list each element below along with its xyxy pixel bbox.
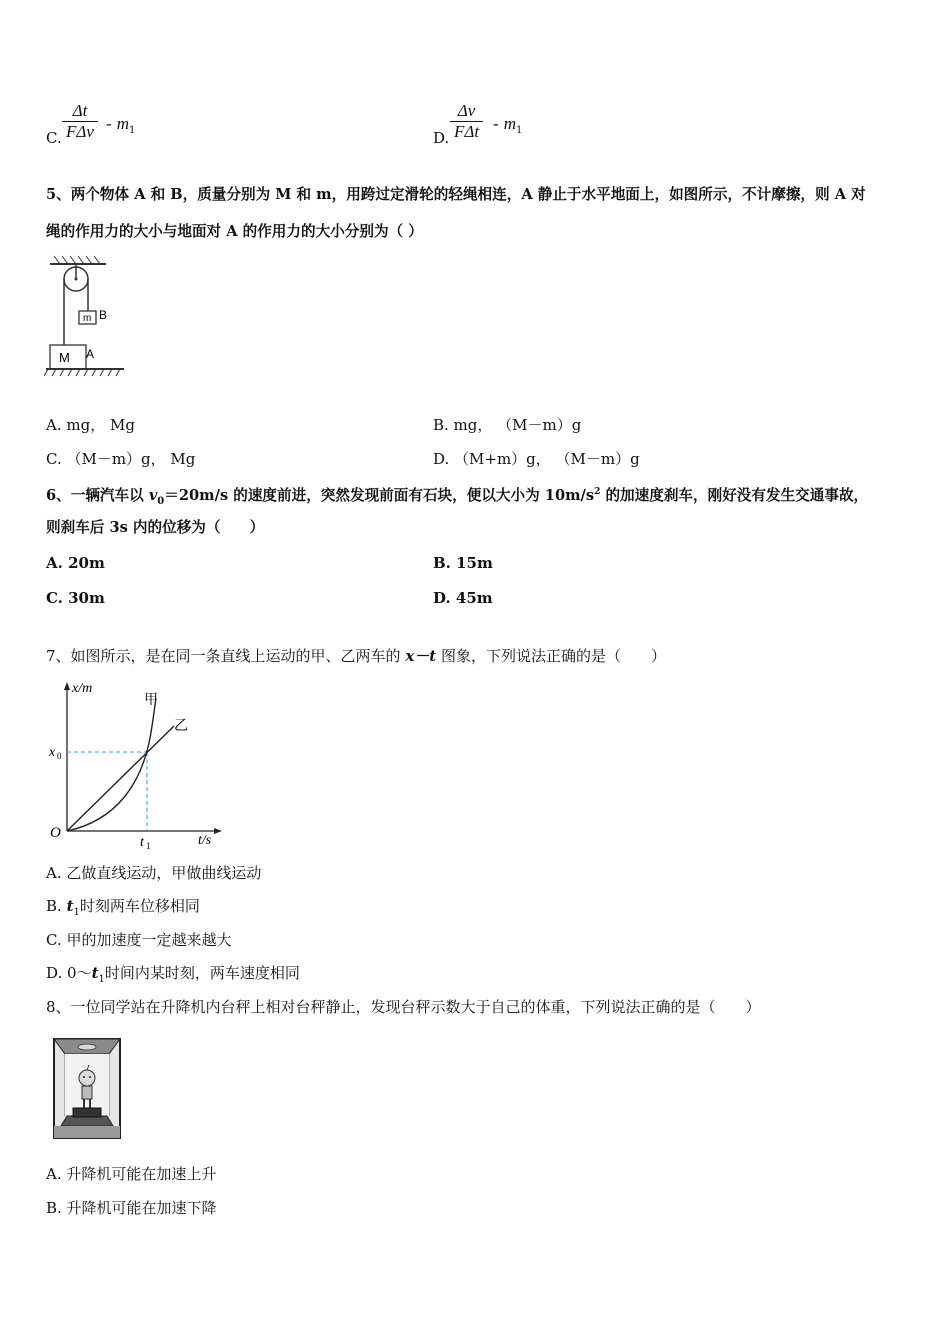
q6-v0-symbol: v [148,486,158,504]
q7-option-a: A. 乙做直线运动，甲做曲线运动 [46,864,262,882]
q7-x-axis-label: t/s [198,833,212,848]
q4-option-c-fraction [62,101,98,142]
q7-option-d-sub: 1 [98,974,105,985]
q7-option-b-var: t [66,897,74,915]
q4-d-denominator: FΔt [450,121,483,142]
q4-option-d-label: D. [433,129,450,147]
q7-label-jia: 甲 [144,692,158,708]
q6-stem-part1: 6、一辆汽车以 [46,486,149,504]
q8-option-b: B. 升降机可能在加速下降 [46,1199,217,1217]
q5-option-c: C. （M－m）g， Mg [46,450,196,468]
q5-pulley-figure [44,254,128,380]
q5-fig-label-m: m [83,313,92,324]
q7-option-b-prefix: B. [46,897,67,915]
q7-stem-part1: 7、如图所示，是在同一条直线上运动的甲、乙两车的 [46,647,406,665]
q8-elevator-picture [53,1038,121,1139]
q7-option-d-prefix: D. 0～ [46,964,92,982]
q4-c-numerator: Δt [72,101,88,120]
q6-option-c: C. 30m [46,589,105,607]
q4-option-d-rest [493,114,522,136]
q7-x0-sub: 0 [57,751,62,761]
q5-fig-label-b: B [99,308,108,322]
q4-option-c-label: C. [46,129,62,147]
q7-stem [46,646,666,666]
q4-c-mass-sub: 1 [129,125,136,137]
q5-fig-label-a: A [86,347,95,361]
q6-unit-sup: 2 [594,487,601,497]
q5-option-b: B. mg， （M－m）g [433,416,582,434]
q6-stem-part3: 的加速度刹车，刚好没有发生交通事故， [600,486,869,504]
q6-option-a: A. 20m [46,554,105,572]
q7-stem-part2: 图象，下列说法正确的是（ ） [436,647,666,665]
q8-stem: 8、一位同学站在升降机内台秤上相对台秤静止，发现台秤示数大于自己的体重，下列说法正确的是（ ） [46,998,761,1016]
q7-option-b-text: 时刻两车位移相同 [79,897,200,915]
q5-stem-line1: 5、两个物体 A 和 B，质量分别为 M 和 m，用跨过定滑轮的轻绳相连，A 静止于水平地面上，如图所示，不计摩擦，则 A 对 [46,186,866,203]
q4-d-numerator: Δv [457,101,476,120]
q7-t1-label: t [140,835,144,850]
q4-d-mass-sub: 1 [516,125,523,137]
q4-c-denominator: FΔv [62,121,98,142]
q6-stem-line1 [46,482,868,512]
q4-d-minus: - [493,114,499,133]
q7-xt-graph [44,676,230,852]
q7-y-axis-label: x/m [72,681,93,696]
q4-option-d-fraction [450,101,483,142]
q6-option-b: B. 15m [433,554,493,572]
q6-stem-line2: 则刹车后 3s 内的位移为（ ） [46,519,265,536]
q5-fig-label-M: M [59,350,70,365]
q7-line-yi [67,726,174,831]
q7-x0-label: x [49,745,56,760]
q4-c-mass: m [116,114,130,133]
q5-option-a: A. mg， Mg [46,416,135,434]
q4-option-c-rest [106,114,135,136]
q7-origin-label: O [50,825,61,841]
q5-stem-line2: 绳的作用力的大小与地面对 A 的作用力的大小分别为（ ） [46,223,423,240]
q7-option-d [46,963,300,990]
q7-curve-jia [67,698,156,831]
q7-option-d-text: 时间内某时刻，两车速度相同 [104,964,300,982]
q7-label-yi: 乙 [174,718,188,734]
q7-t1-sub: 1 [146,841,151,851]
q6-stem-part2: ＝20m/s 的速度前进，突然发现前面有石块，便以大小为 10m/s [164,486,595,504]
q6-option-d: D. 45m [433,589,493,607]
q7-stem-var: x－t [405,647,437,665]
q6-v0-sub: 0 [157,495,165,507]
q4-c-minus: - [106,114,112,133]
q7-option-b [46,896,200,923]
q7-option-c: C. 甲的加速度一定越来越大 [46,931,232,949]
q7-option-b-sub: 1 [73,907,80,918]
q4-d-mass: m [503,114,517,133]
q7-option-d-var: t [91,964,99,982]
q5-option-d: D. （M+m）g， （M－m）g [433,450,640,468]
q8-option-a: A. 升降机可能在加速上升 [46,1165,217,1183]
